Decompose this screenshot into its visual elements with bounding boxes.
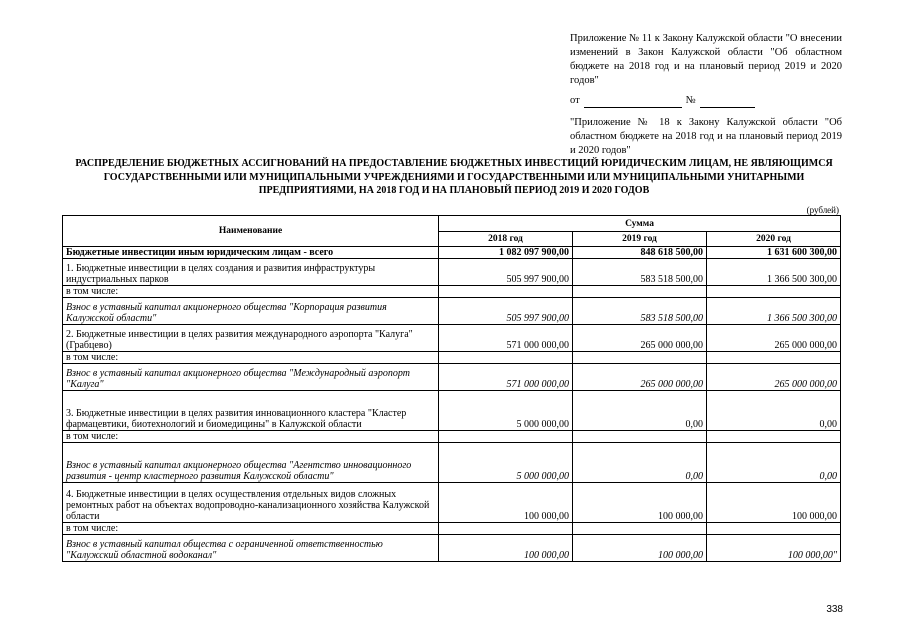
document-title: РАСПРЕДЕЛЕНИЕ БЮДЖЕТНЫХ АССИГНОВАНИЙ НА ПРЕДОСТАВЛЕНИЕ БЮДЖЕТНЫХ ИНВЕСТИЦИЙ ЮРИДИЧЕСКИМ ЛИЦАМ, НЕ ЯВЛЯЮЩИМСЯ ГОСУДАРСТВЕННЫМИ ИЛИ МУНИЦИПАЛЬНЫМИ УЧРЕЖДЕНИЯМИ И ГОСУДАРСТВЕННЫМИ ИЛИ МУНИЦИПАЛЬНЫМИ УНИТАРНЫМИ ПРЕДПРИЯТИЯМИ, НА 2018 ГОД И НА ПЛАНОВЫЙ ПЕРИОД 2019 И 2020 ГОДОВ (75, 158, 833, 196)
law-header (570, 32, 842, 164)
row-name: Взнос в уставный капитал акционерного общества "Международный аэропорт "Калуга" (63, 364, 439, 391)
date-blank (584, 97, 682, 108)
total-2020: 1 631 600 300,00 (707, 247, 841, 259)
row-2020: 265 000 000,00 (707, 325, 841, 352)
row-2020: 265 000 000,00 (707, 364, 841, 391)
row-2020: 0,00 (707, 443, 841, 483)
row-name: в том числе: (63, 286, 439, 298)
table-row (63, 523, 841, 535)
table-row (63, 298, 841, 325)
row-2019: 100 000,00 (573, 483, 707, 523)
row-2018 (439, 352, 573, 364)
total-name: Бюджетные инвестиции иным юридическим лицам - всего (63, 247, 439, 259)
row-2020 (707, 523, 841, 535)
row-2018: 505 997 900,00 (439, 298, 573, 325)
number-label: № (685, 95, 696, 106)
appendix-original-text: "Приложение № 18 к Закону Калужской области "Об областном бюджете на 2018 год и на плановый период 2019 и 2020 годов" (570, 117, 842, 156)
row-2018: 5 000 000,00 (439, 443, 573, 483)
row-2020: 0,00 (707, 391, 841, 431)
col-header-2018: 2018 год (439, 232, 573, 247)
total-2019: 848 618 500,00 (573, 247, 707, 259)
row-2020: 100 000,00" (707, 535, 841, 562)
row-name: Взнос в уставный капитал общества с ограниченной ответственностью "Калужский областной водоканал" (63, 535, 439, 562)
row-2019: 265 000 000,00 (573, 325, 707, 352)
row-name: 3. Бюджетные инвестиции в целях развития инновационного кластера "Кластер фармацевтики, биотехнологий и биомедицины" в Калужской области (63, 391, 439, 431)
row-2018: 571 000 000,00 (439, 325, 573, 352)
row-name: в том числе: (63, 352, 439, 364)
row-2019 (573, 286, 707, 298)
table-row (63, 431, 841, 443)
row-2018 (439, 286, 573, 298)
table-row (63, 443, 841, 483)
row-2020: 1 366 500 300,00 (707, 298, 841, 325)
row-name: в том числе: (63, 431, 439, 443)
table-row (63, 259, 841, 286)
row-2018: 100 000,00 (439, 535, 573, 562)
table-row (63, 352, 841, 364)
units-label: (рублей) (806, 205, 839, 215)
page-number: 338 (826, 604, 843, 615)
row-2018: 5 000 000,00 (439, 391, 573, 431)
total-2018: 1 082 097 900,00 (439, 247, 573, 259)
from-label: от (570, 95, 580, 106)
row-name: 4. Бюджетные инвестиции в целях осуществления отдельных видов сложных ремонтных работ на объектах водопроводно-канализационного хозяйства Калужской области (63, 483, 439, 523)
row-2018: 100 000,00 (439, 483, 573, 523)
row-2019 (573, 352, 707, 364)
row-2019: 0,00 (573, 443, 707, 483)
row-2019: 0,00 (573, 391, 707, 431)
row-2019 (573, 523, 707, 535)
appendix-amendment-text: Приложение № 11 к Закону Калужской области "О внесении изменений в Закон Калужской области "Об областном бюджете на 2018 год и на плановый период 2019 и 2020 годов" (570, 33, 842, 86)
row-name: в том числе: (63, 523, 439, 535)
row-name: Взнос в уставный капитал акционерного общества "Агентство инновационного развития - центр кластерного развития Калужской области" (63, 443, 439, 483)
col-header-2020: 2020 год (707, 232, 841, 247)
col-header-sum: Сумма (439, 216, 841, 232)
row-2018: 505 997 900,00 (439, 259, 573, 286)
row-2018 (439, 523, 573, 535)
row-name: Взнос в уставный капитал акционерного общества "Корпорация развития Калужской области" (63, 298, 439, 325)
row-2020 (707, 352, 841, 364)
row-2018 (439, 431, 573, 443)
row-2019: 265 000 000,00 (573, 364, 707, 391)
table-row (63, 391, 841, 431)
number-blank (700, 97, 755, 108)
col-header-2019: 2019 год (573, 232, 707, 247)
table-row (63, 286, 841, 298)
row-name: 2. Бюджетные инвестиции в целях развития международного аэропорта "Калуга" (Грабцево) (63, 325, 439, 352)
row-2019: 100 000,00 (573, 535, 707, 562)
row-2019: 583 518 500,00 (573, 298, 707, 325)
row-2020: 1 366 500 300,00 (707, 259, 841, 286)
row-2019 (573, 431, 707, 443)
table-row (63, 535, 841, 562)
row-2019: 583 518 500,00 (573, 259, 707, 286)
row-name: 1. Бюджетные инвестиции в целях создания и развития инфраструктуры индустриальных парков (63, 259, 439, 286)
budget-table (62, 215, 841, 562)
date-number-line (570, 94, 842, 108)
table-row (63, 483, 841, 523)
table-row (63, 325, 841, 352)
row-2020 (707, 286, 841, 298)
row-2020 (707, 431, 841, 443)
row-2018: 571 000 000,00 (439, 364, 573, 391)
col-header-name: Наименование (63, 216, 439, 247)
total-row (63, 247, 841, 259)
row-2020: 100 000,00 (707, 483, 841, 523)
table-row (63, 364, 841, 391)
